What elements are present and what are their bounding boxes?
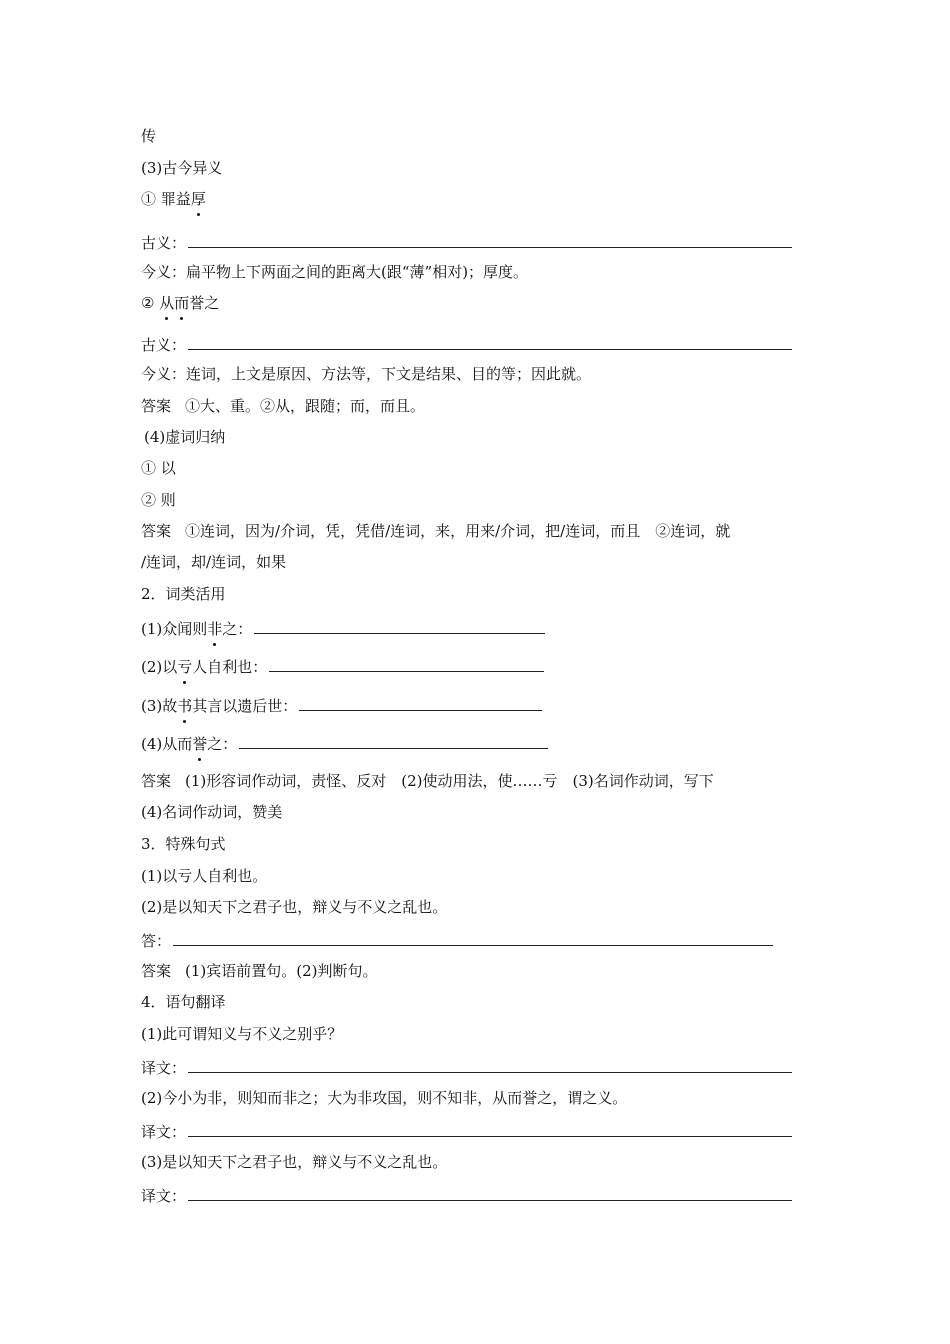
answer-ciliu-line2: (4)名词作动词，赞美 (141, 803, 283, 821)
xuci-item-yi: ① 以 (141, 459, 176, 477)
fanyi-answer-1: 译文： (141, 1056, 792, 1078)
jushi-sentence-2: (2)是以知天下之君子也，辩义与不义之乱也。 (141, 898, 448, 916)
ciliu-question-3: (3)故书其言以遗后世： (141, 694, 542, 716)
jushi-answer-line: 答： (141, 929, 773, 951)
answer-blank[interactable] (299, 694, 542, 711)
xuci-item-ze: ② 则 (141, 491, 176, 509)
answer-blank[interactable] (239, 732, 548, 749)
answer-xuci-line2: /连词，却/连词，如果 (141, 553, 287, 571)
ciliu-question-2: (2)以亏人自利也： (141, 655, 544, 677)
fanyi-sentence-1: (1)此可谓知义与不义之别乎？ (141, 1025, 343, 1043)
gujin-item-1-jinyi: 今义：扁平物上下两面之间的距离大(跟“薄”相对)；厚度。 (141, 263, 529, 281)
answer-ciliu-line1: 答案 (1)形容词作动词，责怪、反对 (2)使动用法，使……亏 (3)名词作动词，写下 (141, 772, 714, 790)
answer-jushi: 答案 (1)宾语前置句。(2)判断句。 (141, 962, 378, 980)
fanyi-sentence-2: (2)今小为非，则知而非之；大为非攻国，则不知非，从而誉之，谓之义。 (141, 1089, 628, 1107)
section-4-title: 4．语句翻译 (141, 993, 226, 1011)
answer-blank[interactable] (173, 929, 773, 946)
xuci-title: (4)虚词归纳 (144, 428, 226, 446)
section-3-title: 3．特殊句式 (141, 835, 226, 853)
continuation-text: 传 (141, 127, 157, 145)
gujin-item-2-guyi: 古义： (141, 333, 792, 355)
answer-gujin: 答案 ①大、重。②从，跟随；而，而且。 (141, 397, 426, 415)
answer-blank[interactable] (188, 231, 792, 248)
fanyi-answer-3: 译文： (141, 1184, 792, 1206)
answer-blank[interactable] (188, 1120, 792, 1137)
fanyi-sentence-3: (3)是以知天下之君子也，辩义与不义之乱也。 (141, 1153, 448, 1171)
section-2-title: 2．词类活用 (141, 585, 226, 603)
gujin-yiyi-title: (3)古今异义 (141, 159, 223, 177)
answer-blank[interactable] (269, 655, 544, 672)
ciliu-question-4: (4)从而誉之： (141, 732, 548, 754)
answer-blank[interactable] (188, 1056, 792, 1073)
jushi-sentence-1: (1)以亏人自利也。 (141, 867, 268, 885)
gujin-item-2: ② 从而誉之 (141, 294, 220, 312)
answer-blank[interactable] (188, 333, 792, 350)
emphasis-dot-char: 厚 (190, 190, 206, 208)
answer-blank[interactable] (254, 617, 545, 634)
fanyi-answer-2: 译文： (141, 1120, 792, 1142)
gujin-item-2-jinyi: 今义：连词，上文是原因、方法等，下文是结果、目的等；因此就。 (141, 365, 592, 383)
gujin-item-1: ① 罪益厚 (141, 190, 206, 208)
ciliu-question-1: (1)众闻则非之： (141, 617, 545, 639)
answer-blank[interactable] (188, 1184, 792, 1201)
gujin-item-1-guyi: 古义： (141, 231, 792, 253)
answer-xuci-line1: 答案 ①连词，因为/介词，凭，凭借/连词，来，用来/介词，把/连词，而且 ②连词，就 (141, 522, 731, 540)
